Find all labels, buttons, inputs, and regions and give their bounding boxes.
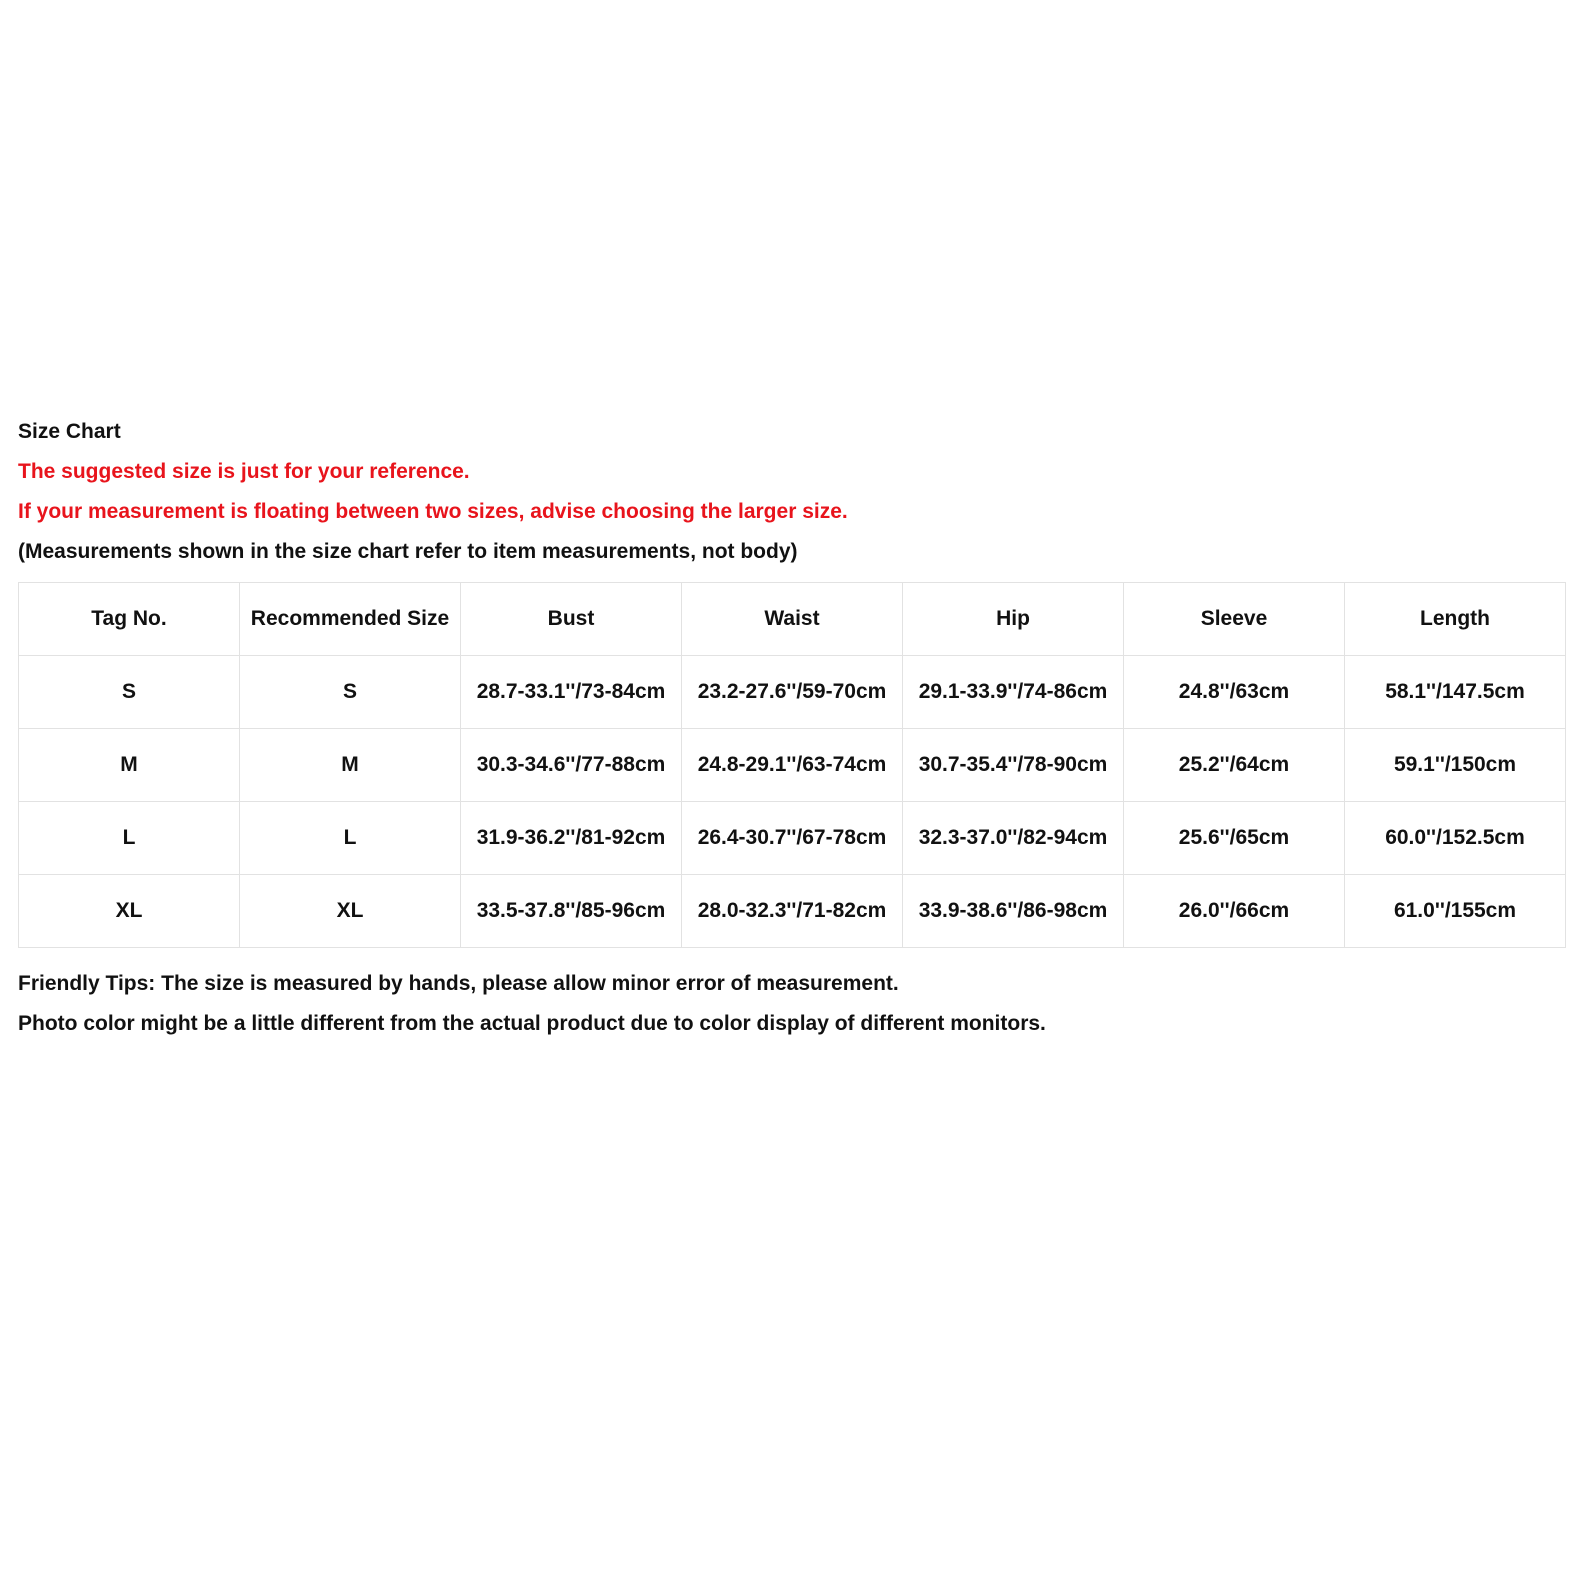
cell-sleeve: 26.0''/66cm — [1124, 875, 1345, 948]
reference-note: The suggested size is just for your reference. — [18, 460, 470, 483]
cell-hip: 33.9-38.6''/86-98cm — [903, 875, 1124, 948]
cell-tag-no: S — [19, 656, 240, 729]
cell-recommended-size: L — [240, 802, 461, 875]
header-recommended-size: Recommended Size — [240, 583, 461, 656]
table-row — [19, 729, 1566, 802]
larger-size-advice: If your measurement is floating between two sizes, advise choosing the larger size. — [18, 500, 848, 523]
table-header-row — [19, 583, 1566, 656]
cell-length: 59.1''/150cm — [1345, 729, 1566, 802]
cell-bust: 31.9-36.2''/81-92cm — [461, 802, 682, 875]
cell-length: 61.0''/155cm — [1345, 875, 1566, 948]
cell-recommended-size: S — [240, 656, 461, 729]
header-sleeve: Sleeve — [1124, 583, 1345, 656]
cell-tag-no: L — [19, 802, 240, 875]
cell-recommended-size: XL — [240, 875, 461, 948]
size-chart-section — [18, 412, 1564, 1044]
table-row — [19, 656, 1566, 729]
cell-sleeve: 25.2''/64cm — [1124, 729, 1345, 802]
cell-bust: 30.3-34.6''/77-88cm — [461, 729, 682, 802]
cell-hip: 32.3-37.0''/82-94cm — [903, 802, 1124, 875]
cell-waist: 28.0-32.3''/71-82cm — [682, 875, 903, 948]
header-hip: Hip — [903, 583, 1124, 656]
cell-sleeve: 24.8''/63cm — [1124, 656, 1345, 729]
header-waist: Waist — [682, 583, 903, 656]
header-bust: Bust — [461, 583, 682, 656]
table-row — [19, 875, 1566, 948]
cell-length: 60.0''/152.5cm — [1345, 802, 1566, 875]
cell-bust: 33.5-37.8''/85-96cm — [461, 875, 682, 948]
cell-waist: 26.4-30.7''/67-78cm — [682, 802, 903, 875]
size-chart-title: Size Chart — [18, 420, 121, 443]
cell-sleeve: 25.6''/65cm — [1124, 802, 1345, 875]
table-row — [19, 802, 1566, 875]
cell-bust: 28.7-33.1''/73-84cm — [461, 656, 682, 729]
friendly-tips — [18, 964, 1564, 1044]
cell-hip: 29.1-33.9''/74-86cm — [903, 656, 1124, 729]
cell-length: 58.1''/147.5cm — [1345, 656, 1566, 729]
cell-recommended-size: M — [240, 729, 461, 802]
header-length: Length — [1345, 583, 1566, 656]
cell-tag-no: M — [19, 729, 240, 802]
header-tag-no: Tag No. — [19, 583, 240, 656]
measurement-note: (Measurements shown in the size chart refer to item measurements, not body) — [18, 540, 798, 563]
cell-waist: 23.2-27.6''/59-70cm — [682, 656, 903, 729]
size-table — [18, 582, 1566, 948]
cell-tag-no: XL — [19, 875, 240, 948]
tips-photo-color: Photo color might be a little different from the actual product due to color display of different monitors. — [18, 1012, 1046, 1035]
cell-waist: 24.8-29.1''/63-74cm — [682, 729, 903, 802]
cell-hip: 30.7-35.4''/78-90cm — [903, 729, 1124, 802]
tips-measurement: Friendly Tips: The size is measured by hands, please allow minor error of measurement. — [18, 972, 899, 995]
